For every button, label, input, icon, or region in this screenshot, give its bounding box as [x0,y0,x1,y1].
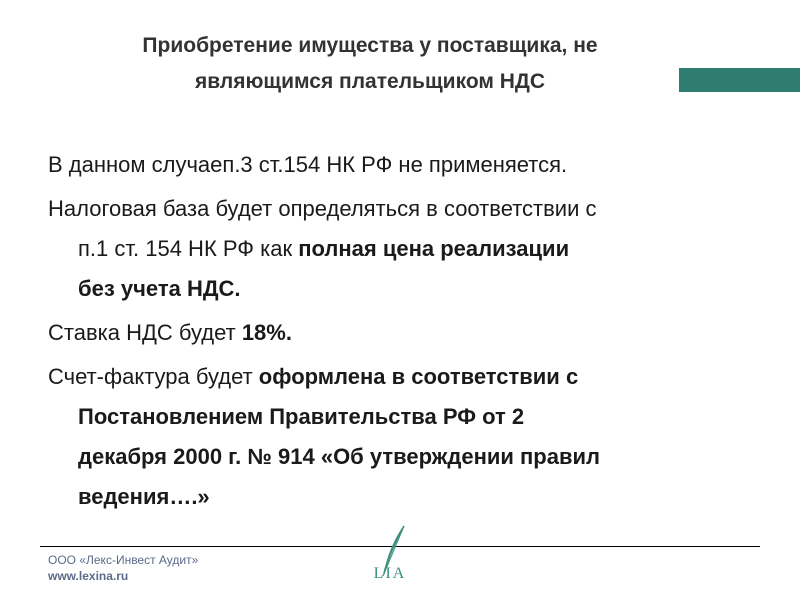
paragraph-2-line3: без учета НДС. [78,276,241,301]
paragraph-4 [48,357,748,517]
paragraph-4-line3: декабря 2000 г. № 914 «Об утверждении правил [78,444,601,469]
slide-title-line2: являющимся плательщиком НДС [194,70,546,93]
feather-quill-icon [360,522,420,582]
paragraph-3-normal: Ставка НДС будет [48,320,242,345]
paragraph-3 [48,313,748,353]
company-website: www.lexina.ru [48,569,129,583]
paragraph-2-line2 [48,229,748,269]
paragraph-4-line4: ведения….» [78,484,210,509]
paragraph-2 [48,189,748,309]
paragraph-1-text: В данном случаеп.3 ст.154 НК РФ не применяется. [48,152,568,177]
company-logo [360,522,420,582]
logo-text: LIA [373,565,407,582]
accent-bar [679,68,800,92]
paragraph-2-line2-normal: п.1 ст. 154 НК РФ как [78,236,299,261]
paragraph-4-line1-bold: оформлена в соответствии с [258,364,579,389]
slide-body [48,145,748,521]
company-name: ООО «Лекс-Инвест Аудит» [48,553,199,567]
paragraph-4-line2: Постановлением Правительства РФ от 2 [78,404,525,429]
paragraph-4-line1-normal: Счет-фактура будет [48,364,259,389]
slide-title-line1: Приобретение имущества у поставщика, не [142,34,598,57]
paragraph-3-bold: 18%. [241,320,292,345]
paragraph-2-line1: Налоговая база будет определяться в соответствии с [48,196,597,221]
paragraph-1 [48,145,748,185]
paragraph-2-line2-bold: полная цена реализации [298,236,570,261]
footer-info [48,552,198,584]
slide-title [70,28,670,100]
